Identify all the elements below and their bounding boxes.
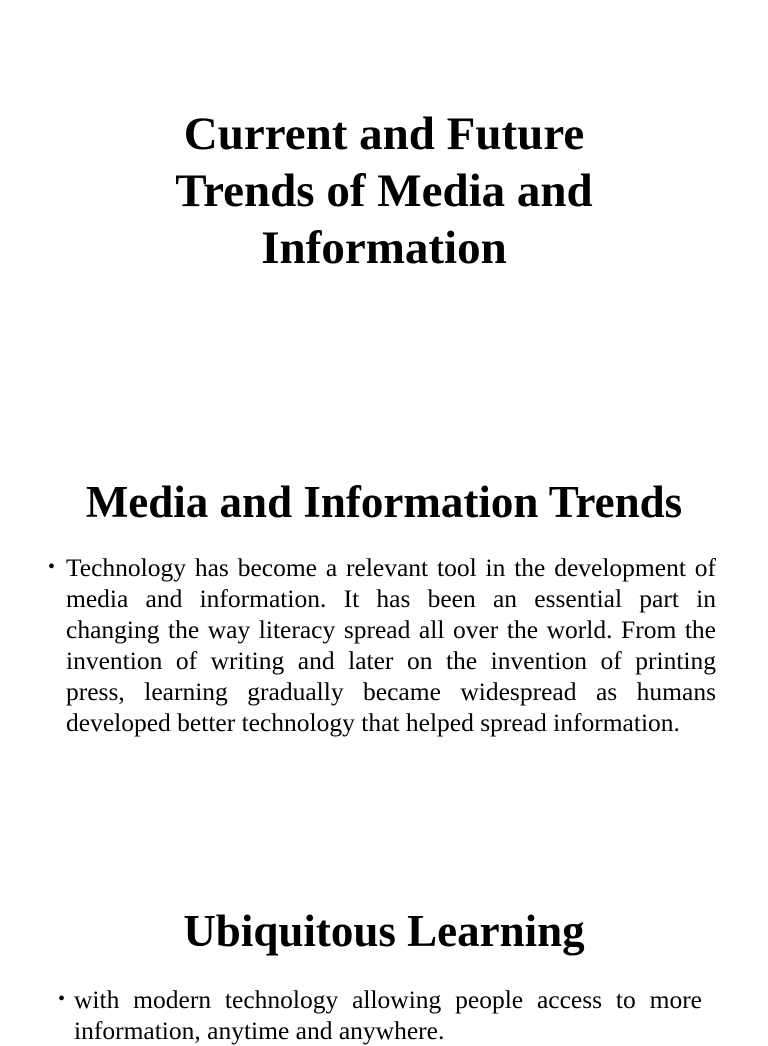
- bullet-text: Technology has become a relevant tool in the development of media and information. It has been an essential part in changing the way literacy spread all over the world. From the invention of writing and later on the invention of printing press, learning gradually became widespread as humans developed better technology that helped spread information.: [66, 553, 716, 737]
- slide-heading: Ubiquitous Learning: [183, 906, 585, 956]
- bullet-item: [58, 984, 702, 1046]
- title-line: Information: [261, 222, 507, 274]
- bullet-item: [48, 552, 716, 738]
- title-line: Current and Future: [183, 108, 585, 160]
- title-slide: [0, 0, 768, 420]
- presentation-title: [0, 106, 768, 277]
- title-line: Trends of Media and: [175, 165, 593, 217]
- bullet-dot-icon: •: [48, 556, 56, 578]
- slide-heading: Media and Information Trends: [85, 477, 683, 527]
- bullet-text: with modern technology allowing people access to more information, anytime and anywhere.: [74, 985, 702, 1045]
- bullet-dot-icon: •: [58, 988, 66, 1010]
